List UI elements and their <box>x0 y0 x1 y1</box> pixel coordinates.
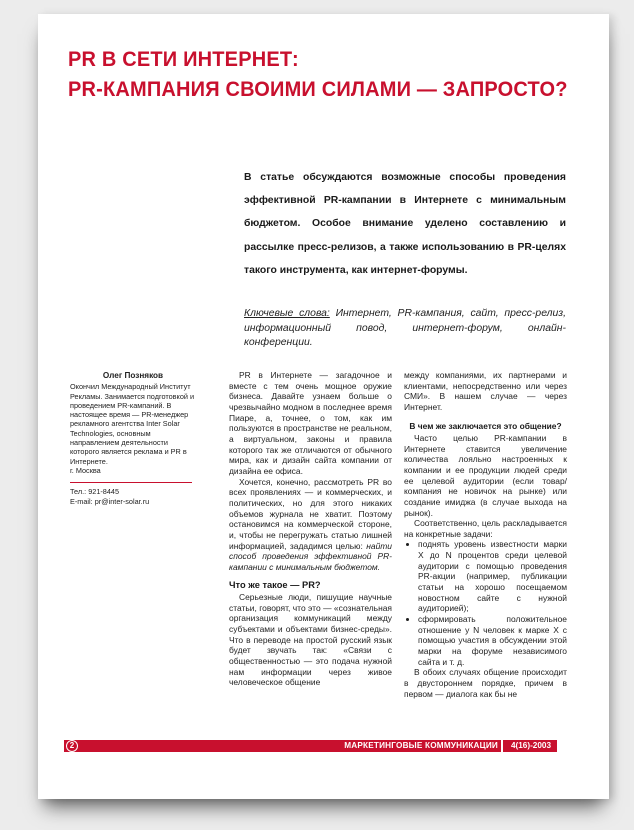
task-list <box>404 539 567 667</box>
page-number: 2 <box>66 740 78 752</box>
list-item: • сформировать положительное отношение у N человек к марке X с помощью участия в обсуждении этой марки на форуме независимого сайта и т. д. <box>418 614 567 667</box>
paragraph: Серьезные люди, пишущие научные статьи, говорят, что это — «сознательная организация коммуникаций между субъектами и объектами бизнес-среды». Что в переводе на простой русский язык будет звучать так: «Связи с общественностью — это подача нужной нам информации через живое человеческое общение <box>229 592 392 688</box>
list-item: • поднять уровень известности марки X до N процентов среди целевой аудитории с помощью проведения PR-акции (например, публикации статьи на хорошо посещаемом новостном сайте с нужной аудиторией); <box>418 539 567 614</box>
author-city: г. Москва <box>70 465 101 475</box>
body-column-1 <box>229 370 392 688</box>
keywords-label: Ключевые слова: <box>244 308 330 319</box>
issue-number: 4(16)-2003 <box>501 740 559 752</box>
author-name: Олег Позняков <box>102 371 164 380</box>
article-keywords <box>244 307 566 351</box>
paragraph-text: Хочется, конечно, рассмотреть PR во всех проявлениях — и коммерческих, и политических, но для этого никаких объемов журнала не хватит. Поэтому остановимся на коммерческой стороне, и, чтобы не перегружать статью лишней информацией, зададимся целью: <box>229 476 392 551</box>
author-phone: Тел.: 921-8445 <box>70 487 120 497</box>
paragraph: В обоих случаях общение происходит в двустороннем порядке, причем в первом — диалога как бы не <box>404 667 567 699</box>
paragraph: PR в Интернете — загадочное и вместе с тем очень мощное оружие бизнеса. Давайте узнаем больше о чрезвычайно модном в последнее время Пиаре, а, точнее, о том, как им пользуются в пространстве не реальном, а виртуальном, законы и правила которого так же отличаются от обычного мира, как и дизайн сайта компании от дизайна ее офиса. <box>229 370 392 476</box>
article-lead: В статье обсуждаются возможные способы проведения эффективной PR-кампании в Интернете с минимальным бюджетом. Особое внимание уделено составлению и рассылке пресс-релизов, а также использованию в PR-целях такого инструмента, как интернет-форумы. <box>244 172 566 276</box>
body-column-2 <box>404 370 567 699</box>
journal-name: МАРКЕТИНГОВЫЕ КОММУНИКАЦИИ <box>344 741 498 750</box>
paragraph: Соответственно, цель раскладывается на конкретные задачи: <box>404 518 567 539</box>
paragraph <box>229 477 392 573</box>
paragraph: Часто целью PR-кампании в Интернете ставится увеличение количества лояльно настроенных к компании и ее продукции людей среди ее целевой аудитории (если товар/компания не новичок на рынке) или создание имиджа (в случае выхода на рынок). <box>404 432 567 518</box>
author-email: E-mail: pr@inter-solar.ru <box>70 496 150 506</box>
paragraph: между компаниями, их партнерами и клиентами, непосредственно или через СМИ». В нашем случае — через Интернет. <box>404 370 567 412</box>
paragraph-emphasis: найти способ проведения эффективной PR-кампании с минимальным бюджетом. <box>229 540 392 572</box>
author-divider <box>70 482 192 483</box>
keywords-text: Интернет, PR-кампания, сайт, пресс-релиз, информационный повод, интернет-форум, онлайн-конференции. <box>244 308 566 348</box>
author-sidebar <box>70 371 196 506</box>
section-heading: Что же такое — PR? <box>229 580 321 591</box>
article-title-line-1: PR В СЕТИ ИНТЕРНЕТ: <box>68 47 299 71</box>
author-bio: Окончил Международный Институт Рекламы. Занимается подготовкой и проведением PR-кампаний. В настоящее время — PR-менеджер рекламного агентства Inter Solar Technologies, основным направлением деятельности которого является реклама и PR в Интернете. <box>70 382 195 466</box>
article-title <box>68 44 570 104</box>
section-heading: В чем же заключается это общение? <box>409 420 562 431</box>
article-title-line-2: PR-КАМПАНИЯ СВОИМИ СИЛАМИ — ЗАПРОСТО? <box>68 77 568 101</box>
